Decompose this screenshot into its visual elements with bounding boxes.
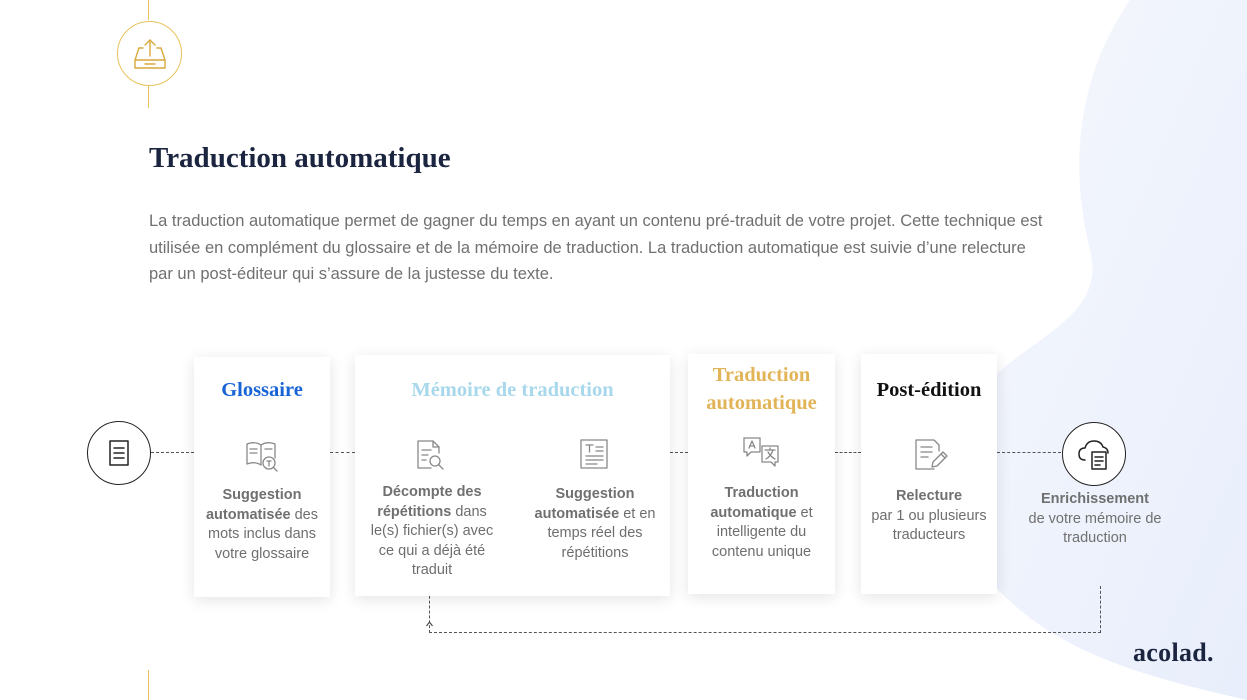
memoire-item2-text: Suggestion automatisée et en temps réel des répétitions [534, 486, 656, 561]
loop-arrowhead-icon [425, 620, 434, 629]
card-memoire [355, 355, 670, 596]
glossary-book-icon [242, 435, 282, 475]
upload-tray-icon [117, 21, 182, 86]
text-document-icon [576, 436, 612, 472]
connector-line [151, 452, 194, 453]
end-cloud-circle [1062, 422, 1126, 486]
connector-line [997, 452, 1061, 453]
card-postedition [861, 354, 997, 594]
connector-line [835, 452, 861, 453]
document-icon [103, 437, 135, 469]
card-text-traduction: Traduction automatique et intelligente du contenu unique [710, 485, 813, 560]
card-title-traduction: Traduction automatique [706, 364, 817, 414]
card-title-postedition: Post-édition [876, 379, 982, 401]
acolad-logo: acolad. [1133, 638, 1214, 667]
accent-line-bottom [148, 670, 149, 700]
card-traduction [688, 354, 835, 594]
cloud-document-icon [1076, 436, 1112, 472]
page-description: La traduction automatique permet de gagner du temps en ayant un contenu pré-traduit de votre projet. Cette technique est utilisée en complément du glossaire et de la mémoire de traduction. La traduction automatique est suivie d’une relecture par un post-éditeur qui s’assure de la justesse du texte. [149, 212, 1043, 283]
card-text-glossaire: Suggestion automatisée des mots inclus dans votre glossaire [205, 487, 319, 562]
document-edit-icon [911, 436, 949, 474]
document-search-icon [412, 437, 448, 473]
card-title-memoire: Mémoire de traduction [411, 379, 614, 401]
page-title: Traduction automatique [149, 142, 451, 174]
start-document-circle [87, 421, 151, 485]
card-title-glossaire: Glossaire [221, 379, 303, 401]
translate-icon [741, 435, 781, 473]
accent-line-middle [148, 85, 149, 108]
card-glossaire [194, 357, 330, 597]
memoire-item1-text: Décompte des répétitions dans le(s) fichier(s) avec ce qui a déjà été traduit [370, 484, 494, 578]
end-text: Enrichissement de votre mémoire de traduction [1028, 491, 1162, 546]
connector-line [670, 452, 688, 453]
card-text-postedition: Relecture par 1 ou plusieurs traducteurs [871, 488, 987, 543]
connector-line [330, 452, 355, 453]
accent-line-top [148, 0, 149, 20]
